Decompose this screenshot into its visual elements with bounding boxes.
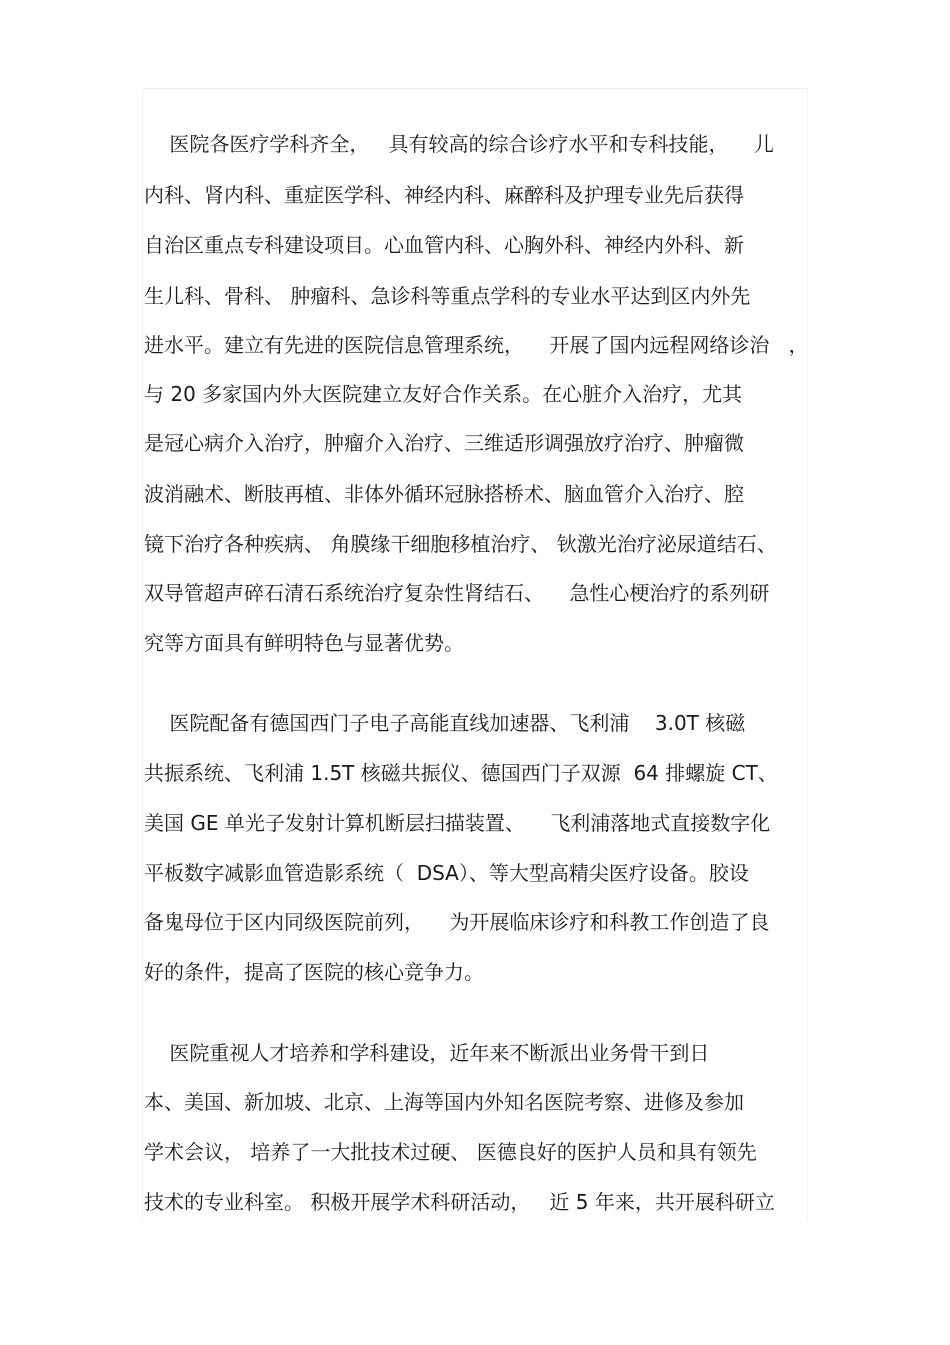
paragraph-1-line-2: 内科、肾内科、重症医学科、神经内科、麻醉科及护理专业先后获得 — [144, 183, 744, 207]
paragraph-3-line-4: 技术的专业科室。 积极开展学术科研活动， 近 5 年来，共开展科研立 — [144, 1190, 775, 1214]
paragraph-1-line-9: 镜下治疗各种疾病、 角膜缘干细胞移植治疗、 钬激光治疗泌尿道结石、 — [144, 532, 777, 556]
paragraph-2-line-6: 好的条件，提高了医院的核心竞争力。 — [144, 960, 484, 984]
paragraph-1-line-3: 自治区重点专科建设项目。心血管内科、心胸外科、神经内外科、新 — [144, 233, 744, 257]
paragraph-1-line-8: 波消融术、断肢再植、非体外循环冠脉搭桥术、脑血管介入治疗、腔 — [144, 482, 744, 506]
paragraph-2-line-2: 共振系统、飞利浦 1.5T 核磁共振仪、德国西门子双源 64 排螺旋 CT、 — [144, 761, 778, 785]
paragraph-1-line-7: 是冠心病介入治疗，肿瘤介入治疗、三维适形调强放疗治疗、肿瘤微 — [144, 431, 744, 455]
paragraph-2-line-1: 医院配备有德国西门子电子高能直线加速器、飞利浦 3.0T 核磁 — [144, 711, 746, 735]
paragraph-1-line-6: 与 20 多家国内外大医院建立友好合作关系。在心脏介入治疗，尤其 — [144, 382, 743, 406]
paragraph-1-line-1: 医院各医疗学科齐全， 具有较高的综合诊疗水平和专科技能， 儿 — [144, 132, 774, 156]
paragraph-1-line-4: 生儿科、骨科、 肿瘤科、急诊科等重点学科的专业水平达到区内外先 — [144, 284, 751, 308]
paragraph-2-line-3: 美国 GE 单光子发射计算机断层扫描装置、 飞利浦落地式直接数字化 — [144, 811, 771, 835]
paragraph-3-line-2: 本、美国、新加坡、北京、上海等国内外知名医院考察、进修及参加 — [144, 1090, 744, 1114]
paragraph-2-line-5: 备鬼母位于区内同级医院前列， 为开展临床诊疗和科教工作创造了良 — [144, 910, 770, 934]
paragraph-1-line-10: 双导管超声碎石清石系统治疗复杂性肾结石、 急性心梗治疗的系列研 — [144, 581, 770, 605]
paragraph-3-line-3: 学术会议， 培养了一大批技术过硬、 医德良好的医护人员和具有领先 — [144, 1140, 757, 1164]
paragraph-1-line-5: 进水平。建立有先进的医院信息管理系统， 开展了国内远程网络诊治 ， — [144, 333, 809, 357]
paragraph-3-line-1: 医院重视人才培养和学科建设，近年来不断派出业务骨干到日 — [144, 1041, 710, 1065]
paragraph-2-line-4: 平板数字减影血管造影系统（ DSA）、等大型高精尖医疗设备。胶设 — [144, 861, 749, 885]
paragraph-1-line-11: 究等方面具有鲜明特色与显著优势。 — [144, 631, 464, 655]
